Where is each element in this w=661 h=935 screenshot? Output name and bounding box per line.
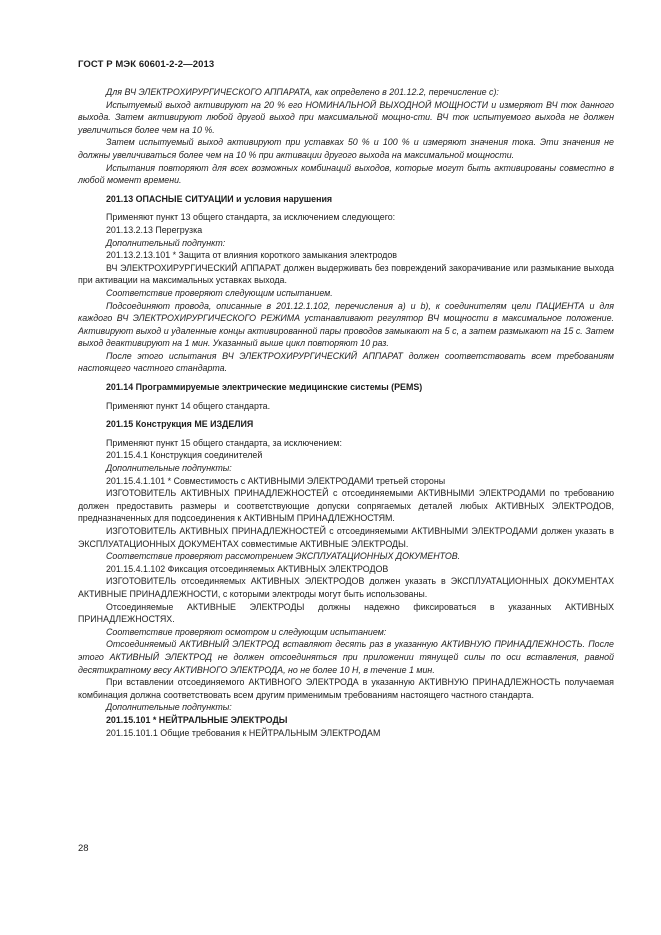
- paragraph: ИЗГОТОВИТЕЛЬ АКТИВНЫХ ПРИНАДЛЕЖНОСТЕЙ с отсоединяемыми АКТИВНЫМИ ЭЛЕКТРОДАМИ по требованию должен предоставить размеры и соответствующие допуски сопрягаемых деталей любых АКТИВНЫХ ЭЛЕКТРОДОВ, предназначенных для подсоединения к АКТИВНЫМ ПРИНАДЛЕЖНОСТЯМ.: [78, 488, 614, 524]
- paragraph: Применяют пункт 14 общего стандарта.: [106, 400, 271, 411]
- paragraph: При вставлении отсоединяемого АКТИВНОГО ЭЛЕКТРОДА в указанную АКТИВНУЮ ПРИНАДЛЕЖНОСТЬ получаемая комбинация должна соответствовать всем другим применимым требованиям настоящего частного стандарта.: [78, 677, 614, 700]
- paragraph: Применяют пункт 15 общего стандарта, за исключением:: [106, 437, 342, 448]
- paragraph: Дополнительный подпункт:: [106, 237, 226, 248]
- paragraph: После этого испытания ВЧ ЭЛЕКТРОХИРУРГИЧЕСКИЙ АППАРАТ должен соответствовать всем требованиям настоящего частного стандарта.: [78, 350, 614, 374]
- paragraph: ВЧ ЭЛЕКТРОХИРУРГИЧЕСКИЙ АППАРАТ должен выдерживать без повреждений закорачивание или размыкание выхода при активации на максимальных уставках выхода.: [78, 262, 614, 286]
- page-number: 28: [78, 843, 89, 854]
- section-heading-201-13: 201.13 ОПАСНЫЕ СИТУАЦИИ и условия нарушения: [106, 193, 333, 204]
- paragraph: Отсоединяемый АКТИВНЫЙ ЭЛЕКТРОД вставляют десять раз в указанную АКТИВНУЮ ПРИНАДЛЕЖНОСТЬ. После этого АКТИВНЫЙ ЭЛЕКТРОД не должен отсоединяться при приложении тянущей силы по оси вставления, равной десятикратному весу АКТИВНОГО ЭЛЕКТРОДА, но не более 10 Н, в течение 1 мин.: [78, 639, 614, 675]
- paragraph: Для ВЧ ЭЛЕКТРОХИРУРГИЧЕСКОГО АППАРАТА, как определено в 201.12.2, перечисление с):: [106, 87, 499, 97]
- page-header: ГОСТ Р МЭК 60601-2-2—2013: [78, 59, 215, 70]
- subsection-heading: 201.15.4.1.101 * Совместимость с АКТИВНЫМИ ЭЛЕКТРОДАМИ третьей стороны: [106, 475, 446, 486]
- section-heading-201-15: 201.15 Конструкция МЕ ИЗДЕЛИЯ: [106, 419, 254, 430]
- paragraph: Соответствие проверяют осмотром и следующим испытанием:: [106, 626, 387, 637]
- paragraph: Дополнительные подпункты:: [106, 702, 232, 713]
- document-body: [78, 86, 614, 739]
- paragraph: Применяют пункт 13 общего стандарта, за исключением следующего:: [106, 212, 396, 223]
- subsection-heading: 201.15.4.1.102 Фиксация отсоединяемых АКТИВНЫХ ЭЛЕКТРОДОВ: [106, 563, 389, 574]
- paragraph: ИЗГОТОВИТЕЛЬ АКТИВНЫХ ПРИНАДЛЕЖНОСТЕЙ с отсоединяемыми АКТИВНЫМИ ЭЛЕКТРОДАМИ должен указать в ЭКСПЛУАТАЦИОННЫХ ДОКУМЕНТАХ совместимые АКТИВНЫЕ ЭЛЕКТРОДЫ.: [78, 526, 614, 549]
- paragraph: Затем испытуемый выход активируют при уставках 50 % и 100 % и измеряют значения тока. Эти значения не должны увеличиваться более чем на 10 % при активации другого выхода на максимальной мощности.: [78, 137, 614, 160]
- paragraph: Испытания повторяют для всех возможных комбинаций выходов, которые могут быть активированы совместно в любой момент времени.: [78, 162, 614, 186]
- paragraph: Дополнительные подпункты:: [106, 463, 232, 474]
- paragraph: Подсоединяют провода, описанные в 201.12.1.102, перечисления а) и b), к соединителям цели ПАЦИЕНТА и для каждого ВЧ ЭЛЕКТРОХИРУРГИЧЕСКОГО РЕЖИМА устанавливают регулятор ВЧ мощности в максимальное положение. Активируют выход и удаленные концы активированной пары проводов замыкают на 5 с, а затем размыкают на 15 с. Затем выход деактивируют на 1 мин. Указанный выше цикл повторяют 10 раз.: [78, 300, 614, 349]
- paragraph: Соответствие проверяют следующим испытанием.: [106, 287, 333, 298]
- section-heading-201-14: 201.14 Программируемые электрические медицинские системы (PEMS): [106, 382, 423, 393]
- paragraph: Испытуемый выход активируют на 20 % его НОМИНАЛЬНОЙ ВЫХОДНОЙ МОЩНОСТИ и измеряют ВЧ ток данного выхода. Затем активируют любой другой выход при максимальной мощно-сти. ВЧ ток испытуемого выхода не должен увеличиться более чем на 10 %.: [78, 99, 614, 135]
- section-heading-201-15-101: 201.15.101 * НЕЙТРАЛЬНЫЕ ЭЛЕКТРОДЫ: [106, 714, 288, 725]
- subsection-heading: 201.15.4.1 Конструкция соединителей: [106, 450, 263, 461]
- paragraph: Отсоединяемые АКТИВНЫЕ ЭЛЕКТРОДЫ должны надежно фиксироваться в указанных АКТИВНЫХ ПРИНАДЛЕЖНОСТЯХ.: [78, 601, 614, 625]
- subsection-heading: 201.13.2.13.101 * Защита от влияния короткого замыкания электродов: [106, 250, 397, 261]
- paragraph: Соответствие проверяют рассмотрением ЭКСПЛУАТАЦИОННЫХ ДОКУМЕНТОВ.: [106, 551, 461, 562]
- subsection-heading: 201.13.2.13 Перегрузка: [106, 224, 203, 235]
- paragraph: ИЗГОТОВИТЕЛЬ отсоединяемых АКТИВНЫХ ЭЛЕКТРОДОВ должен указать в ЭКСПЛУАТАЦИОННЫХ ДОКУМЕНТАХ АКТИВНЫЕ ПРИНАДЛЕЖНОСТИ, с которыми электроды могут быть использованы.: [78, 576, 614, 599]
- subsection-heading: 201.15.101.1 Общие требования к НЕЙТРАЛЬНЫМ ЭЛЕКТРОДАМ: [106, 727, 381, 738]
